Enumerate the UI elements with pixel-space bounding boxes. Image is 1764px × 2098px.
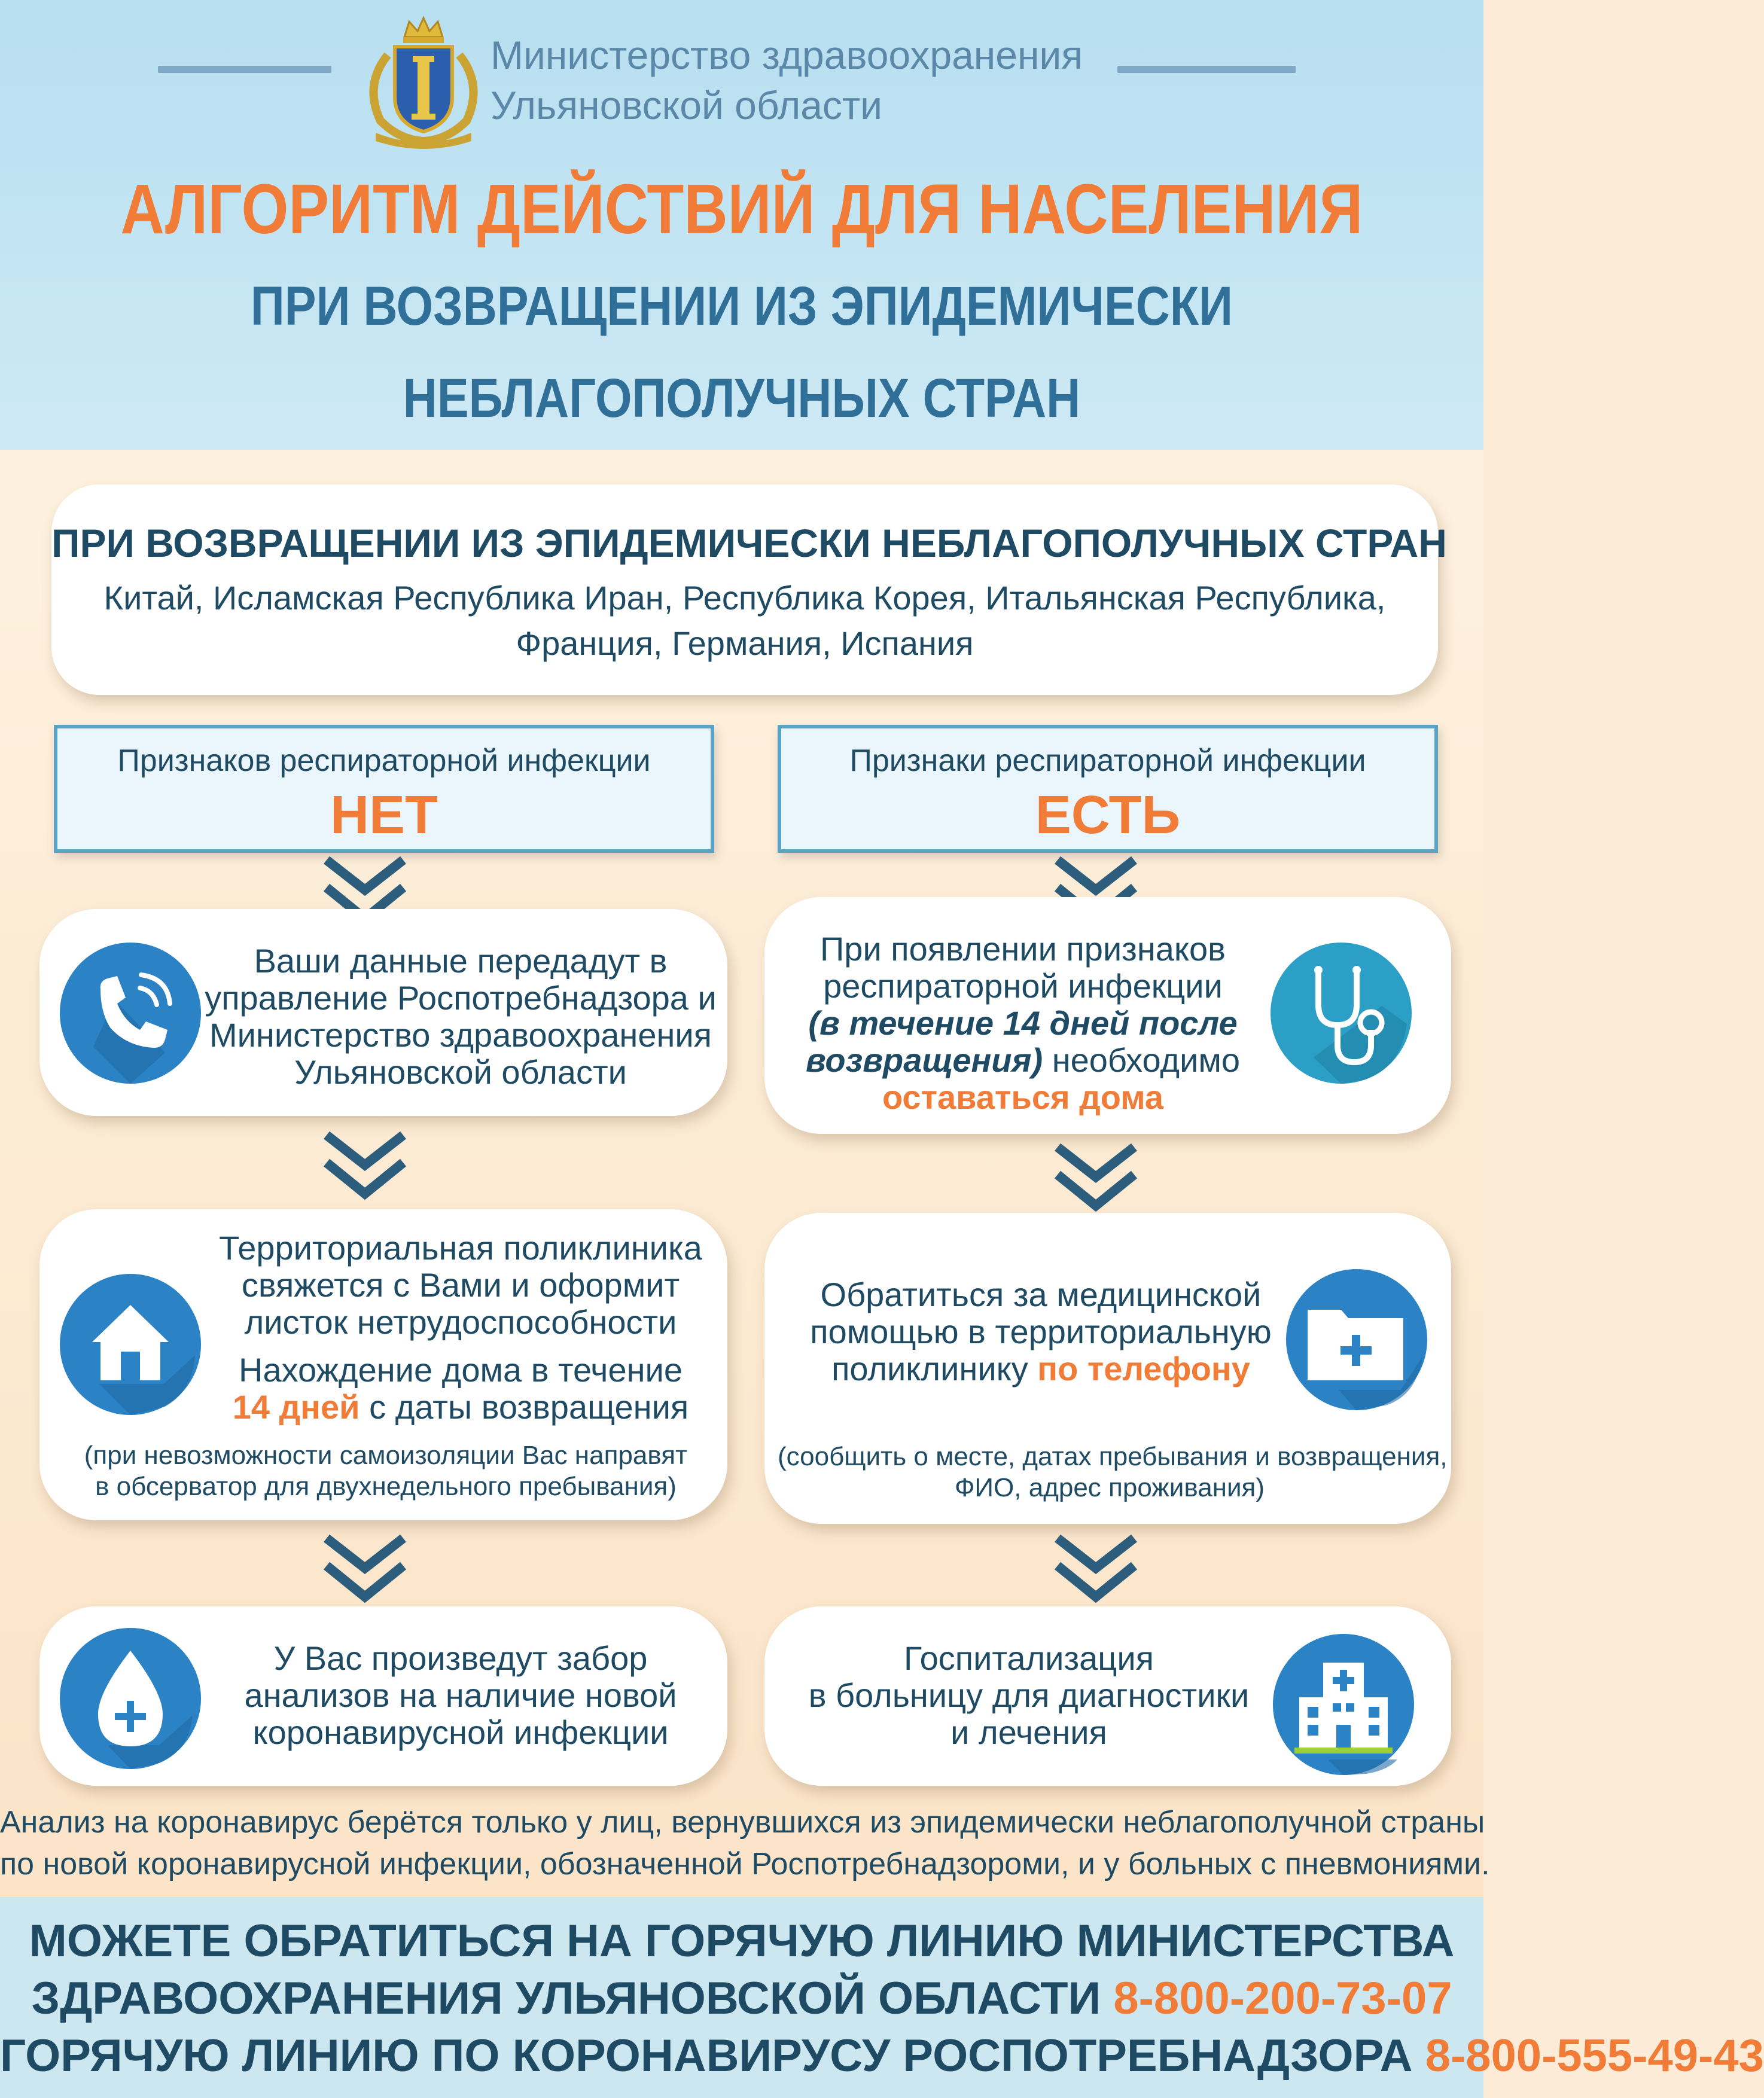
right-step-2-line-3 <box>778 1350 1304 1388</box>
right-step-1-line-3: (в течение 14 дней после <box>808 1004 1238 1042</box>
stay-home-highlight: оставаться дома <box>882 1078 1164 1116</box>
home-icon <box>57 1271 203 1417</box>
stethoscope-icon <box>1268 940 1414 1086</box>
symptoms-box <box>778 725 1438 853</box>
left-step-2-line-5-tail: с даты возвращения <box>359 1388 689 1426</box>
left-step-2-note <box>54 1440 718 1502</box>
left-step-3-text <box>215 1640 706 1751</box>
fourteen-days-highlight: 14 дней <box>232 1388 360 1426</box>
no-symptoms-value: НЕТ <box>330 785 438 845</box>
hotline-line-2 <box>0 1972 1483 2024</box>
chevron-down-icon <box>323 1132 407 1203</box>
hospital-icon <box>1271 1632 1416 1777</box>
chevron-down-icon <box>1054 1535 1138 1606</box>
symptoms-label: Признаки респираторной инфекции <box>849 743 1366 778</box>
right-step-1-text <box>778 931 1268 1116</box>
left-step-3-line-1: У Вас произведут забор <box>273 1639 648 1677</box>
ministry-name <box>490 30 1083 130</box>
no-symptoms-box <box>54 725 714 853</box>
testing-note <box>0 1801 1490 1885</box>
header-divider-left <box>158 66 331 73</box>
left-step-2-line-1: Территориальная поликлиника <box>219 1229 702 1267</box>
left-step-1-text <box>203 943 718 1091</box>
medical-folder-icon <box>1284 1267 1430 1413</box>
countries-line-1: Китай, Исламская Республика Иран, Республика Корея, Итальянская Республика, <box>103 579 1386 617</box>
left-step-2-line-3: листок нетрудоспособности <box>244 1303 677 1341</box>
right-step-3-text <box>802 1640 1256 1751</box>
left-step-2-note-line-1: (при невозможности самоизоляции Вас направят <box>84 1441 688 1470</box>
chevron-down-icon <box>1054 1143 1138 1215</box>
right-step-3-line-3: и лечения <box>950 1713 1107 1751</box>
left-step-2-line-5 <box>197 1389 724 1426</box>
right-step-2-note <box>778 1441 1448 1504</box>
left-step-1-line-1: Ваши данные передадут в <box>254 942 668 980</box>
symptoms-value: ЕСТЬ <box>1035 785 1181 845</box>
hotline-line-3 <box>0 2030 1764 2082</box>
header-divider-right <box>1117 66 1296 73</box>
right-step-1-line-2: респираторной инфекции <box>823 967 1223 1005</box>
right-step-3-line-1: Госпитализация <box>904 1639 1154 1677</box>
left-step-3-line-3: коронавирусной инфекции <box>252 1713 669 1751</box>
right-step-1-line-4-tail: необходимо <box>1043 1041 1241 1079</box>
right-step-1-line-4-italic: возвращения) <box>805 1041 1043 1079</box>
testing-note-line-2: по новой коронавирусной инфекции, обозначенной Роспотребнадзороми, и у больных с пневмониями. <box>0 1847 1490 1882</box>
rospotreb-phone[interactable]: 8-800-555-49-43 <box>1425 2030 1764 2081</box>
main-title: АЛГОРИТМ ДЕЙСТВИЙ ДЛЯ НАСЕЛЕНИЯ <box>120 170 1363 249</box>
right-step-1-line-4 <box>778 1042 1268 1079</box>
hotline-ministry-text: ЗДРАВООХРАНЕНИЯ УЛЬЯНОВСКОЙ ОБЛАСТИ <box>31 1973 1114 2024</box>
left-step-2-line-2: свяжется с Вами и оформит <box>241 1266 680 1304</box>
right-step-2-note-line-1: (сообщить о месте, датах пребывания и возвращения, <box>778 1442 1448 1471</box>
phone-icon <box>57 940 203 1086</box>
by-phone-highlight: по телефону <box>1037 1350 1250 1388</box>
subtitle-line-2: НЕБЛАГОПОЛУЧНЫХ СТРАН <box>403 368 1081 429</box>
left-step-2-text <box>197 1230 724 1426</box>
right-step-3-line-2: в больницу для диагностики <box>808 1676 1250 1714</box>
countries-list <box>51 575 1438 666</box>
left-step-1-line-2: управление Роспотребнадзора и <box>205 979 717 1017</box>
left-step-2-line-4: Нахождение дома в течение <box>239 1351 683 1389</box>
left-step-3-line-2: анализов на наличие новой <box>244 1676 677 1714</box>
right-step-1-line-1: При появлении признаков <box>820 930 1226 968</box>
right-step-2-note-line-2: ФИО, адрес проживания) <box>954 1473 1265 1502</box>
countries-line-2: Франция, Германия, Испания <box>516 624 974 662</box>
drop-plus-icon <box>57 1626 203 1771</box>
ministry-phone[interactable]: 8-800-200-73-07 <box>1113 1973 1452 2024</box>
hotline-line-1: МОЖЕТЕ ОБРАТИТЬСЯ НА ГОРЯЧУЮ ЛИНИЮ МИНИСТЕРСТВА <box>29 1916 1455 1966</box>
hotline-rospotreb-text: ГОРЯЧУЮ ЛИНИЮ ПО КОРОНАВИРУСУ РОСПОТРЕБНАДЗОРА <box>0 2030 1425 2081</box>
chevron-down-icon <box>323 1535 407 1606</box>
right-step-2-line-2: помощью в территориальную <box>810 1313 1272 1350</box>
countries-heading: ПРИ ВОЗВРАЩЕНИИ ИЗ ЭПИДЕМИЧЕСКИ НЕБЛАГОПОЛУЧНЫХ СТРАН <box>51 521 1447 565</box>
subtitle-line-1: ПРИ ВОЗВРАЩЕНИИ ИЗ ЭПИДЕМИЧЕСКИ <box>250 276 1233 337</box>
left-step-2-note-line-2: в обсерватор для двухнедельного пребывания) <box>95 1472 677 1501</box>
testing-note-line-1: Анализ на коронавирус берётся только у лиц, вернувшихся из эпидемически неблагополучной страны <box>0 1805 1485 1840</box>
right-step-2-text <box>778 1276 1304 1388</box>
left-step-1-line-4: Ульяновской области <box>294 1053 627 1091</box>
no-symptoms-label: Признаков респираторной инфекции <box>117 743 651 778</box>
coat-of-arms-icon <box>352 13 495 150</box>
left-step-1-line-3: Министерство здравоохранения <box>209 1016 712 1054</box>
countries-card <box>51 484 1447 695</box>
ministry-line-1: Министерство здравоохранения <box>490 33 1083 77</box>
ministry-line-2: Ульяновской области <box>490 83 883 127</box>
right-step-2-line-1: Обратиться за медицинской <box>820 1276 1262 1313</box>
right-step-2-line-3-text: поликлинику <box>831 1350 1038 1388</box>
